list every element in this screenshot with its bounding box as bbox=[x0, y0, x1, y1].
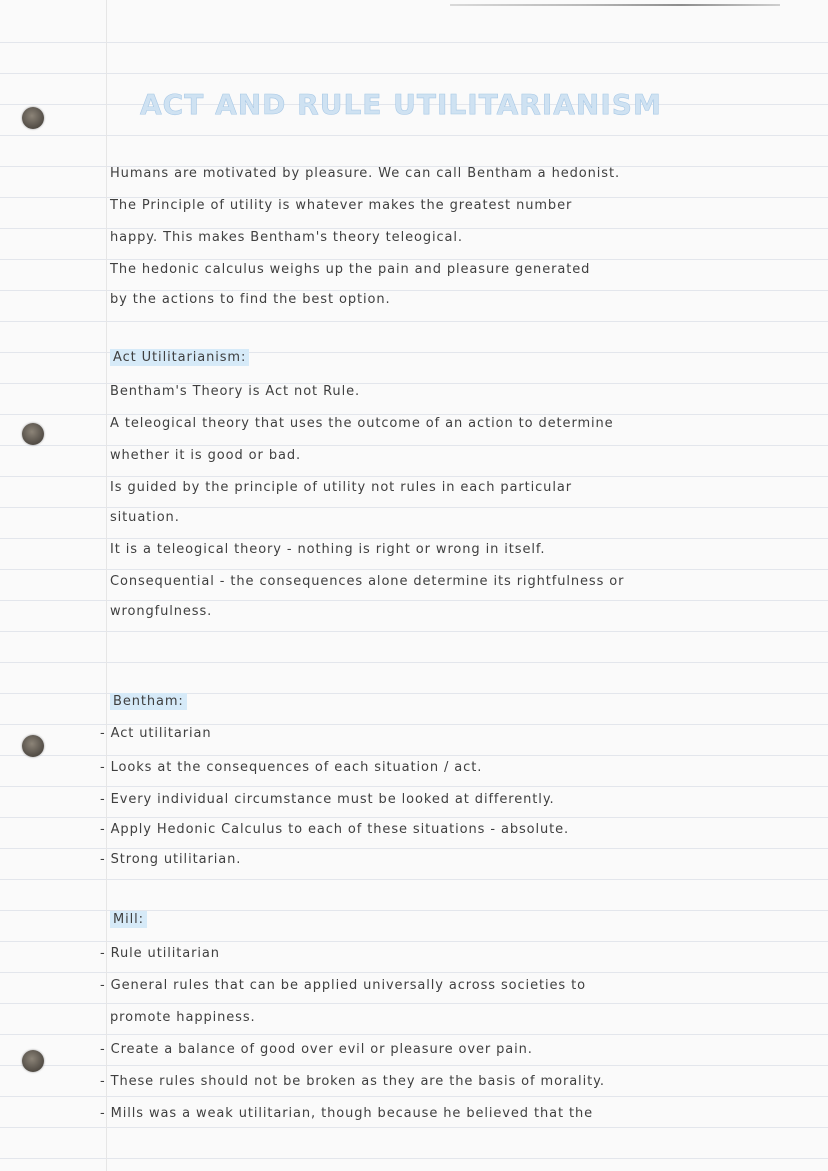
heading-highlight: Mill: bbox=[110, 911, 147, 928]
punch-hole bbox=[22, 735, 44, 757]
act-line: Consequential - the consequences alone determine its rightfulness or bbox=[110, 574, 625, 589]
mill-bullet: - Mills was a weak utilitarian, though because he believed that the bbox=[100, 1106, 594, 1121]
mill-bullet: - Create a balance of good over evil or pleasure over pain. bbox=[100, 1042, 533, 1057]
act-line: whether it is good or bad. bbox=[110, 448, 302, 463]
heading-highlight: Act Utilitarianism: bbox=[110, 349, 249, 366]
bentham-bullet: - Looks at the consequences of each situation / act. bbox=[100, 760, 483, 775]
mill-bullet: - General rules that can be applied universally across societies to bbox=[100, 978, 586, 993]
punch-hole bbox=[22, 107, 44, 129]
bentham-bullet: - Act utilitarian bbox=[100, 726, 212, 741]
intro-line: The hedonic calculus weighs up the pain and pleasure generated bbox=[110, 262, 591, 277]
page-title: ACT AND RULE UTILITARIANISM bbox=[140, 88, 662, 121]
section-heading-mill bbox=[110, 912, 147, 927]
section-heading-act bbox=[110, 350, 249, 365]
act-line: Bentham's Theory is Act not Rule. bbox=[110, 384, 361, 399]
act-line: Is guided by the principle of utility not rules in each particular bbox=[110, 480, 572, 495]
intro-line: happy. This makes Bentham's theory teleogical. bbox=[110, 230, 463, 245]
mill-bullet: - These rules should not be broken as they are the basis of morality. bbox=[100, 1074, 605, 1089]
heading-highlight: Bentham: bbox=[110, 693, 187, 710]
top-edge-mark bbox=[450, 4, 780, 6]
punch-hole bbox=[22, 1050, 44, 1072]
intro-line: Humans are motivated by pleasure. We can call Bentham a hedonist. bbox=[110, 166, 620, 181]
bentham-bullet: - Every individual circumstance must be looked at differently. bbox=[100, 792, 555, 807]
act-line: situation. bbox=[110, 510, 180, 525]
intro-line: by the actions to find the best option. bbox=[110, 292, 391, 307]
mill-bullet: - Rule utilitarian bbox=[100, 946, 220, 961]
act-line: A teleogical theory that uses the outcome of an action to determine bbox=[110, 416, 614, 431]
mill-line: promote happiness. bbox=[110, 1010, 256, 1025]
bentham-bullet: - Strong utilitarian. bbox=[100, 852, 242, 867]
bentham-bullet: - Apply Hedonic Calculus to each of these situations - absolute. bbox=[100, 822, 570, 837]
intro-line: The Principle of utility is whatever makes the greatest number bbox=[110, 198, 573, 213]
margin-line bbox=[106, 0, 107, 1171]
act-line: wrongfulness. bbox=[110, 604, 213, 619]
section-heading-bentham bbox=[110, 694, 187, 709]
act-line: It is a teleogical theory - nothing is right or wrong in itself. bbox=[110, 542, 546, 557]
punch-hole bbox=[22, 423, 44, 445]
